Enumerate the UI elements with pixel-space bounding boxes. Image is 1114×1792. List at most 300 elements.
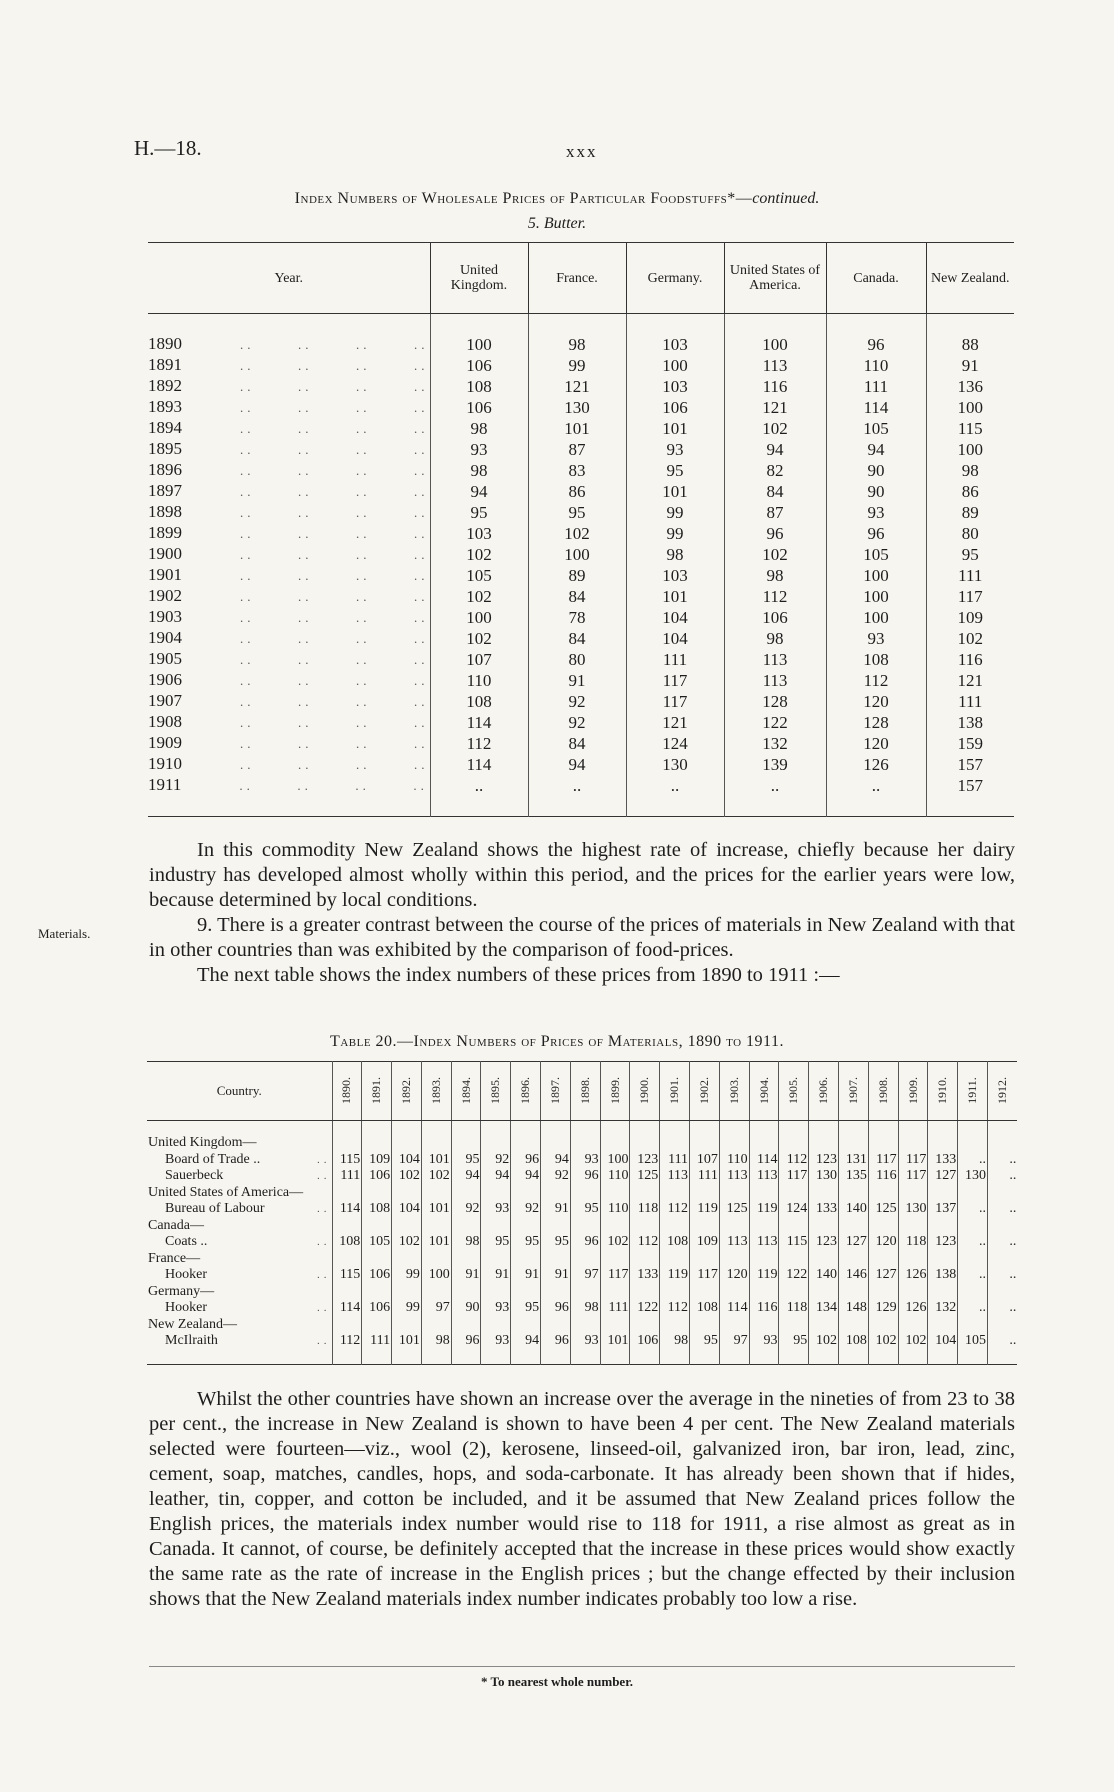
- cell-germany: [626, 544, 724, 565]
- index-value: 101: [600, 1333, 630, 1364]
- index-value: 95: [779, 1333, 809, 1364]
- index-value: ..: [670, 775, 680, 795]
- cell-nz: [926, 439, 1014, 460]
- country-group-row: [147, 1121, 1017, 1152]
- index-value: [511, 1317, 541, 1334]
- index-value: 112: [660, 1300, 690, 1317]
- cell-usa: [724, 355, 826, 376]
- index-value: [690, 1121, 720, 1152]
- index-value: 103: [466, 523, 492, 543]
- index-value: [511, 1251, 541, 1268]
- index-value: 148: [839, 1300, 869, 1317]
- index-value: 98: [666, 544, 684, 564]
- source-label: [147, 1168, 332, 1185]
- index-value: 112: [762, 586, 788, 606]
- cell-germany: [626, 754, 724, 775]
- index-value: 133: [809, 1201, 839, 1218]
- year-label: 1902: [148, 586, 182, 605]
- index-value: [868, 1121, 898, 1152]
- index-value: 91: [451, 1267, 481, 1284]
- year-label: 1909: [148, 733, 182, 752]
- index-value: [451, 1185, 481, 1202]
- index-value: 113: [719, 1234, 749, 1251]
- index-value: [570, 1121, 600, 1152]
- table-row: [148, 565, 1014, 586]
- table-row: [148, 733, 1014, 754]
- year-label: 1905: [148, 649, 182, 668]
- index-value: 108: [660, 1234, 690, 1251]
- index-value: [421, 1121, 451, 1152]
- index-value: 140: [839, 1201, 869, 1218]
- cell-year: [148, 733, 430, 754]
- index-value: 128: [863, 712, 889, 732]
- index-value: 106: [466, 355, 492, 375]
- table2-header-year: [928, 1062, 958, 1121]
- index-value: 95: [541, 1234, 571, 1251]
- index-value: 84: [568, 586, 586, 606]
- index-value: 130: [898, 1201, 928, 1218]
- table-row: [147, 1267, 1017, 1284]
- table2-header-year: [868, 1062, 898, 1121]
- leader-dots: .. .. .. ..: [182, 715, 429, 730]
- cell-usa: [724, 397, 826, 418]
- index-value: 146: [839, 1267, 869, 1284]
- cell-canada: [826, 712, 926, 733]
- index-value: 96: [451, 1333, 481, 1364]
- index-value: 116: [749, 1300, 779, 1317]
- table2-header-year: [779, 1062, 809, 1121]
- index-value: 110: [466, 670, 492, 690]
- paragraph-text: In this commodity New Zealand shows the highest rate of increase, chiefly because her dairy industry has developed almost wholly within this period, and the prices for the earlier years were low, because determined by local conditions.: [149, 839, 1015, 911]
- cell-year: [148, 439, 430, 460]
- table-row: [148, 628, 1014, 649]
- index-value: 96: [541, 1300, 571, 1317]
- index-value: 108: [466, 691, 492, 711]
- table-row: [147, 1152, 1017, 1169]
- cell-year: [148, 314, 430, 356]
- index-value: [511, 1284, 541, 1301]
- index-value: ..: [958, 1267, 988, 1284]
- cell-usa: [724, 628, 826, 649]
- index-value: 101: [392, 1333, 422, 1364]
- cell-uk: [430, 355, 528, 376]
- index-value: 117: [898, 1152, 928, 1169]
- index-value: 98: [470, 460, 488, 480]
- country-group-row: [147, 1185, 1017, 1202]
- index-value: 125: [868, 1201, 898, 1218]
- table-row: [148, 691, 1014, 712]
- index-value: 96: [570, 1168, 600, 1185]
- index-value: [362, 1121, 392, 1152]
- index-value: [421, 1251, 451, 1268]
- index-value: ..: [770, 775, 780, 795]
- index-value: ..: [474, 775, 484, 795]
- index-value: 94: [511, 1333, 541, 1364]
- index-value: 112: [660, 1201, 690, 1218]
- cell-canada: [826, 523, 926, 544]
- index-value: 92: [541, 1168, 571, 1185]
- year-label: 1890.: [339, 1077, 354, 1104]
- cell-france: [528, 314, 626, 356]
- index-value: [988, 1218, 1018, 1235]
- index-value: 115: [332, 1267, 362, 1284]
- leader-dots: .. .. .. ..: [182, 358, 429, 373]
- leader-dots: .. .. .. ..: [182, 547, 429, 562]
- source-label: [147, 1234, 332, 1251]
- index-value: 120: [868, 1234, 898, 1251]
- index-value: 104: [392, 1201, 422, 1218]
- index-value: 124: [779, 1201, 809, 1218]
- index-value: [988, 1251, 1018, 1268]
- index-value: 157: [957, 754, 983, 774]
- cell-france: [528, 628, 626, 649]
- index-value: 126: [863, 754, 889, 774]
- index-value: 121: [762, 397, 788, 417]
- index-value: 133: [630, 1267, 660, 1284]
- index-value: 82: [766, 460, 784, 480]
- index-value: 93: [570, 1333, 600, 1364]
- index-value: 89: [961, 502, 979, 522]
- cell-canada: [826, 355, 926, 376]
- table2-header-row: [147, 1062, 1017, 1121]
- table2-header-year: [332, 1062, 362, 1121]
- year-label: 1903.: [726, 1077, 741, 1104]
- index-value: 125: [630, 1168, 660, 1185]
- table-row: [148, 754, 1014, 775]
- index-value: 130: [564, 397, 590, 417]
- index-value: 126: [898, 1267, 928, 1284]
- year-label: 1890: [148, 334, 182, 353]
- index-value: 114: [863, 397, 889, 417]
- country-group-row: [147, 1251, 1017, 1268]
- index-value: [332, 1284, 362, 1301]
- cell-canada: [826, 418, 926, 439]
- index-value: 136: [957, 376, 983, 396]
- cell-nz: [926, 376, 1014, 397]
- index-value: [392, 1121, 422, 1152]
- leader-dots: .. .. .. ..: [182, 736, 429, 751]
- table-row: [147, 1300, 1017, 1317]
- index-value: 98: [961, 460, 979, 480]
- index-value: 123: [809, 1234, 839, 1251]
- cell-year: [148, 649, 430, 670]
- cell-germany: [626, 607, 724, 628]
- index-value: [421, 1218, 451, 1235]
- cell-year: [148, 355, 430, 376]
- row-label-text: Sauerbeck: [165, 1168, 224, 1184]
- index-value: 115: [779, 1234, 809, 1251]
- year-label: 1896.: [518, 1077, 533, 1104]
- row-label-text: Bureau of Labour: [165, 1201, 265, 1217]
- cell-uk: [430, 481, 528, 502]
- cell-germany: [626, 314, 724, 356]
- index-value: 122: [630, 1300, 660, 1317]
- index-value: [719, 1218, 749, 1235]
- cell-germany: [626, 376, 724, 397]
- index-value: [839, 1218, 869, 1235]
- index-value: 99: [568, 355, 586, 375]
- index-value: 115: [332, 1152, 362, 1169]
- index-value: [541, 1284, 571, 1301]
- index-value: 100: [564, 544, 590, 564]
- table-row: [147, 1201, 1017, 1218]
- index-value: [779, 1185, 809, 1202]
- index-value: [868, 1218, 898, 1235]
- footnote: * To nearest whole number.: [480, 1674, 634, 1689]
- cell-usa: [724, 460, 826, 481]
- index-value: 117: [898, 1168, 928, 1185]
- index-value: 93: [867, 628, 885, 648]
- table1-header-nz: New Zealand.: [926, 243, 1014, 314]
- index-value: 102: [957, 628, 983, 648]
- index-value: [481, 1251, 511, 1268]
- year-label: 1894.: [458, 1077, 473, 1104]
- year-label: 1893: [148, 397, 182, 416]
- index-value: 96: [867, 334, 885, 354]
- index-value: 113: [749, 1168, 779, 1185]
- index-value: 108: [863, 649, 889, 669]
- index-value: [660, 1251, 690, 1268]
- index-value: [630, 1284, 660, 1301]
- cell-usa: [724, 754, 826, 775]
- cell-usa: [724, 712, 826, 733]
- index-value: [451, 1317, 481, 1334]
- index-value: 95: [568, 502, 586, 522]
- index-value: 131: [839, 1152, 869, 1169]
- index-value: [451, 1121, 481, 1152]
- index-value: 134: [809, 1300, 839, 1317]
- cell-germany: [626, 523, 724, 544]
- index-value: [392, 1185, 422, 1202]
- index-value: 95: [481, 1234, 511, 1251]
- country-group-row: [147, 1317, 1017, 1334]
- index-value: [451, 1251, 481, 1268]
- index-value: ..: [988, 1267, 1018, 1284]
- index-value: 109: [957, 607, 983, 627]
- index-value: 94: [568, 754, 586, 774]
- index-value: 103: [662, 334, 688, 354]
- index-value: 91: [541, 1267, 571, 1284]
- page-reference: H.—18.: [134, 136, 202, 160]
- cell-canada: [826, 628, 926, 649]
- index-value: 106: [662, 397, 688, 417]
- index-value: 116: [762, 376, 788, 396]
- index-value: 101: [421, 1201, 451, 1218]
- cell-canada: [826, 775, 926, 817]
- index-value: 126: [898, 1300, 928, 1317]
- index-value: 106: [762, 607, 788, 627]
- table-row: [147, 1168, 1017, 1185]
- index-value: [570, 1317, 600, 1334]
- leader-dots: .. .. .. ..: [182, 589, 429, 604]
- index-value: 90: [867, 481, 885, 501]
- country-label: [147, 1317, 332, 1334]
- index-value: [332, 1218, 362, 1235]
- cell-year: [148, 775, 430, 817]
- index-value: ..: [958, 1201, 988, 1218]
- materials-price-table: [147, 1061, 1017, 1365]
- index-value: 122: [779, 1267, 809, 1284]
- year-label: 1906.: [816, 1077, 831, 1104]
- index-value: 111: [660, 1152, 690, 1169]
- cell-nz: [926, 586, 1014, 607]
- cell-nz: [926, 754, 1014, 775]
- index-value: 94: [481, 1168, 511, 1185]
- cell-usa: [724, 523, 826, 544]
- row-label-text: Germany—: [148, 1283, 215, 1299]
- index-value: [839, 1251, 869, 1268]
- index-value: 93: [481, 1333, 511, 1364]
- cell-uk: [430, 397, 528, 418]
- index-value: [481, 1218, 511, 1235]
- index-value: ..: [572, 775, 582, 795]
- cell-usa: [724, 481, 826, 502]
- cell-canada: [826, 481, 926, 502]
- cell-canada: [826, 565, 926, 586]
- index-value: 100: [421, 1267, 451, 1284]
- cell-france: [528, 775, 626, 817]
- table1-header-row: [148, 243, 1014, 314]
- cell-canada: [826, 586, 926, 607]
- cell-year: [148, 460, 430, 481]
- index-value: [809, 1317, 839, 1334]
- table-row: [148, 523, 1014, 544]
- index-value: [809, 1218, 839, 1235]
- index-value: [660, 1185, 690, 1202]
- index-value: [809, 1251, 839, 1268]
- index-value: [958, 1251, 988, 1268]
- index-value: 140: [809, 1267, 839, 1284]
- row-label-text: United Kingdom—: [148, 1135, 257, 1151]
- cell-germany: [626, 502, 724, 523]
- index-value: 96: [570, 1234, 600, 1251]
- source-label: [147, 1201, 332, 1218]
- paragraph-text: Whilst the other countries have shown an increase over the average in the nineties of from 23 to 38 per cent., the increase in New Zealand is shown to have been 4 per cent. The New Zealand materials selected were fourteen—viz., wool (2), kerosene, linseed-oil, galvanized iron, bar iron, lead, zinc, cement, soap, matches, candles, hops, and soda-carbonate. It has already been shown that if hides, leather, tin, copper, and cotton be included, and it be assumed that New Zealand prices follow the English prices, the materials index number would rise to 118 for 1911, a rise almost as great as in Canada. It cannot, of course, be definitely accepted that the increase in these prices would show exactly the same rate as the rate of increase in the English prices ; but the change effected by their inclusion shows that the New Zealand materials index number indicates probably too low a rise.: [149, 1388, 1015, 1610]
- index-value: [809, 1185, 839, 1202]
- cell-germany: [626, 628, 724, 649]
- index-value: [779, 1317, 809, 1334]
- table2-header-year: [809, 1062, 839, 1121]
- cell-germany: [626, 586, 724, 607]
- cell-nz: [926, 460, 1014, 481]
- index-value: 95: [690, 1333, 720, 1364]
- index-value: 117: [690, 1267, 720, 1284]
- index-value: 87: [766, 502, 784, 522]
- index-value: [898, 1185, 928, 1202]
- index-value: 93: [481, 1201, 511, 1218]
- table-row: [148, 355, 1014, 376]
- index-value: [779, 1121, 809, 1152]
- year-label: 1907: [148, 691, 182, 710]
- index-value: 108: [690, 1300, 720, 1317]
- index-value: 113: [762, 670, 788, 690]
- year-label: 1892: [148, 376, 182, 395]
- index-value: 102: [466, 628, 492, 648]
- index-value: [421, 1317, 451, 1334]
- cell-canada: [826, 649, 926, 670]
- index-value: [958, 1121, 988, 1152]
- cell-usa: [724, 670, 826, 691]
- cell-germany: [626, 439, 724, 460]
- index-value: 89: [568, 565, 586, 585]
- index-value: 91: [541, 1201, 571, 1218]
- table-row: [148, 502, 1014, 523]
- index-value: 106: [362, 1300, 392, 1317]
- index-value: 117: [957, 586, 983, 606]
- index-value: 91: [481, 1267, 511, 1284]
- table2-header-year: [421, 1062, 451, 1121]
- cell-usa: [724, 733, 826, 754]
- cell-france: [528, 712, 626, 733]
- index-value: 101: [564, 418, 590, 438]
- leader-dots: .. .. .. ..: [182, 526, 429, 541]
- index-value: 117: [662, 691, 688, 711]
- index-value: 91: [961, 355, 979, 375]
- cell-year: [148, 628, 430, 649]
- cell-canada: [826, 733, 926, 754]
- index-value: 137: [928, 1201, 958, 1218]
- cell-germany: [626, 460, 724, 481]
- year-label: 1891: [148, 355, 182, 374]
- index-value: [868, 1317, 898, 1334]
- index-value: [839, 1317, 869, 1334]
- index-value: 123: [630, 1152, 660, 1169]
- index-value: 95: [666, 460, 684, 480]
- index-value: 113: [762, 649, 788, 669]
- index-value: [481, 1185, 511, 1202]
- index-value: [362, 1251, 392, 1268]
- year-label: 1896: [148, 460, 182, 479]
- table1-title-main: Index Numbers of Wholesale Prices of Particular Foodstuffs*—: [294, 190, 753, 207]
- leader-dots: .. .. .. ..: [182, 463, 429, 478]
- table-row: [148, 439, 1014, 460]
- index-value: 99: [392, 1267, 422, 1284]
- index-value: [690, 1251, 720, 1268]
- index-value: [511, 1121, 541, 1152]
- year-label: 1891.: [369, 1077, 384, 1104]
- cell-germany: [626, 481, 724, 502]
- index-value: [749, 1185, 779, 1202]
- index-value: 125: [719, 1201, 749, 1218]
- cell-canada: [826, 502, 926, 523]
- index-value: [719, 1251, 749, 1268]
- index-value: 110: [719, 1152, 749, 1169]
- row-label-text: Hooker: [165, 1300, 207, 1316]
- index-value: 78: [568, 607, 586, 627]
- index-value: [719, 1185, 749, 1202]
- table2-header-year: [481, 1062, 511, 1121]
- index-value: ..: [988, 1201, 1018, 1218]
- row-label-text: New Zealand—: [148, 1316, 238, 1332]
- index-value: 107: [690, 1152, 720, 1169]
- table-row: [147, 1234, 1017, 1251]
- cell-year: [148, 670, 430, 691]
- cell-france: [528, 607, 626, 628]
- index-value: 90: [451, 1300, 481, 1317]
- index-value: [570, 1251, 600, 1268]
- cell-uk: [430, 439, 528, 460]
- index-value: 110: [600, 1168, 630, 1185]
- index-value: 96: [766, 523, 784, 543]
- index-value: 95: [961, 544, 979, 564]
- cell-uk: [430, 544, 528, 565]
- cell-nz: [926, 712, 1014, 733]
- index-value: 102: [762, 418, 788, 438]
- index-value: 114: [749, 1152, 779, 1169]
- index-value: 113: [719, 1168, 749, 1185]
- index-value: [511, 1218, 541, 1235]
- index-value: [958, 1218, 988, 1235]
